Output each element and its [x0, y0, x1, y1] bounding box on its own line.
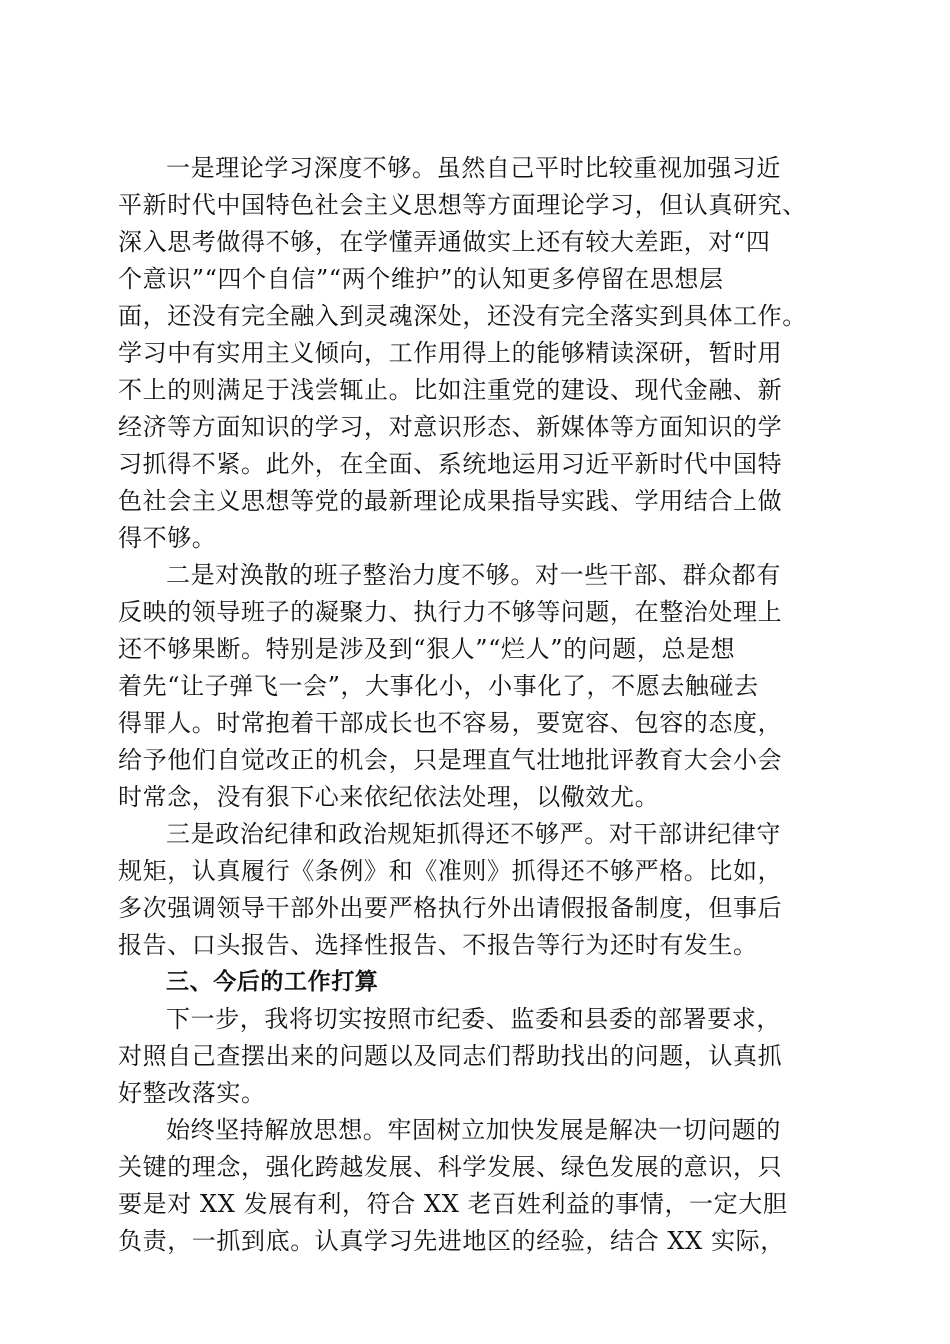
paragraph-political-discipline: [118, 816, 834, 964]
text-line: 面，还没有完全融入到灵魂深处，还没有完全落实到具体工作。: [118, 302, 807, 330]
text-line: 报告、口头报告、选择性报告、不报告等行为还时有发生。: [118, 931, 758, 959]
paragraph-team-rectification: [118, 557, 834, 816]
text-line: 学习中有实用主义倾向，工作用得上的能够精读深研，暂时用: [118, 339, 783, 367]
text-line: 得不够。: [118, 524, 217, 552]
text-line: 着先“让子弹飞一会”，大事化小，小事化了，不愿去触碰去: [118, 672, 759, 700]
document-page: [118, 150, 834, 1260]
text-line: 好整改落实。: [118, 1079, 266, 1107]
text-line: 色社会主义思想等党的最新理论成果指导实践、学用结合上做: [118, 487, 783, 515]
paragraph-theory-study: [118, 150, 834, 557]
text-line: 始终坚持解放思想。牢固树立加快发展是解决一切问题的: [166, 1116, 781, 1144]
text-line: 习抓得不紧。此外，在全面、系统地运用习近平新时代中国特: [118, 450, 783, 478]
text-line: 深入思考做得不够，在学懂弄通做实上还有较大差距，对“四: [118, 228, 771, 256]
text-line: 时常念，没有狠下心来依纪依法处理，以儆效尤。: [118, 783, 660, 811]
text-line: 平新时代中国特色社会主义思想等方面理论学习，但认真研究、: [118, 191, 807, 219]
text-line: 规矩，认真履行《条例》和《准则》抓得还不够严格。比如，: [118, 857, 783, 885]
text-line: 关键的理念，强化跨越发展、科学发展、绿色发展的意识，只: [118, 1153, 783, 1181]
text-line: 还不够果断。特别是涉及到“狠人”“烂人”的问题，总是想: [118, 635, 736, 663]
text-line: 对照自己查摆出来的问题以及同志们帮助找出的问题，认真抓: [118, 1042, 783, 1070]
text-line: 经济等方面知识的学习，对意识形态、新媒体等方面知识的学: [118, 413, 783, 441]
text-line: 下一步，我将切实按照市纪委、监委和县委的部署要求，: [166, 1005, 781, 1033]
paragraph-emancipate-mind: [118, 1112, 834, 1260]
text-line: 二是对涣散的班子整治力度不够。对一些干部、群众都有: [166, 561, 781, 589]
text-line: 多次强调领导干部外出要严格执行外出请假报备制度，但事后: [118, 894, 783, 922]
section-heading: 三、今后的工作打算: [166, 969, 379, 995]
text-line: 反映的领导班子的凝聚力、执行力不够等问题，在整治处理上: [118, 598, 783, 626]
text-line: 负责，一抓到底。认真学习先进地区的经验，结合 XX 实际，: [118, 1227, 785, 1255]
text-line: 得罪人。时常抱着干部成长也不容易，要宽容、包容的态度，: [118, 709, 783, 737]
text-line: 三是政治纪律和政治规矩抓得还不够严。对干部讲纪律守: [166, 820, 781, 848]
text-line: 给予他们自觉改正的机会，只是理直气壮地批评教育大会小会: [118, 746, 783, 774]
text-line: 个意识”“四个自信”“两个维护”的认知更多停留在思想层: [118, 265, 724, 293]
text-line: 一是理论学习深度不够。虽然自己平时比较重视加强习近: [166, 154, 781, 182]
text-line: 要是对 XX 发展有利，符合 XX 老百姓利益的事情，一定大胆: [118, 1190, 788, 1218]
paragraph-next-steps: [118, 1001, 834, 1112]
text-line: 不上的则满足于浅尝辄止。比如注重党的建设、现代金融、新: [118, 376, 783, 404]
